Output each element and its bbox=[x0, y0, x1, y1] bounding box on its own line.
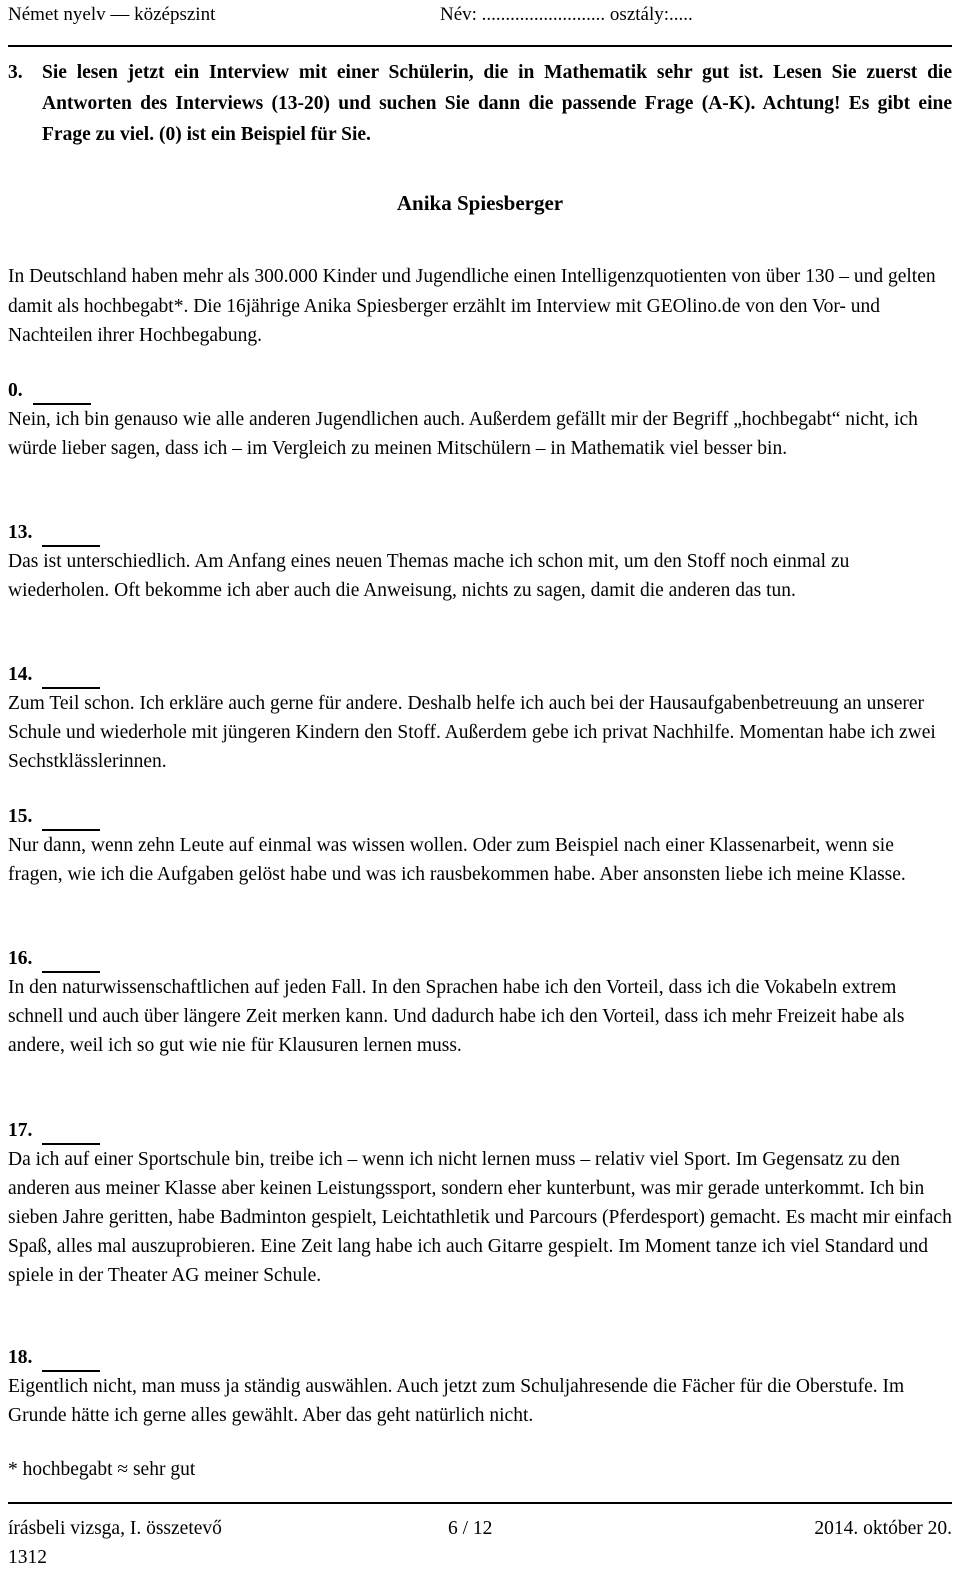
answer-text: Zum Teil schon. Ich erkläre auch gerne für andere. Deshalb helfe ich auch bei der Hausaufgabenbetreuung an unserer Schule und wiederhole mit jüngeren Kindern den Stoff. Außerdem gebe ich privat Nachhilfe. Momentan habe ich zwei Sechstklässlerinnen. bbox=[8, 693, 936, 772]
answer-text: Nur dann, wenn zehn Leute auf einmal was wissen wollen. Oder zum Beispiel nach einer Klassenarbeit, wenn sie fragen, wie ich die Aufgaben gelöst habe und was ich rausbekommen habe. Aber ansonsten liebe ich meine Klasse. bbox=[8, 835, 906, 885]
answer-text: Das ist unterschiedlich. Am Anfang eines neuen Themas mache ich schon mit, um den Stoff noch einmal zu wiederholen. Oft bekomme ich aber auch die Anweisung, nichts zu sagen, damit die anderen das tun. bbox=[8, 551, 850, 601]
page-header bbox=[8, 0, 952, 30]
answer-item-17 bbox=[8, 1116, 952, 1290]
answer-text: In den naturwissenschaftlichen auf jeden Fall. In den Sprachen habe ich den Vorteil, dass ich die Vokabeln extrem schnell und auch über längere Zeit merken kann. Und dadurch habe ich den Vorteil, dass ich mehr Freizeit habe als andere, weil ich so gut wie nie für Klausuren lernen muss. bbox=[8, 977, 905, 1056]
answer-blank[interactable] bbox=[33, 383, 91, 405]
article-intro: In Deutschland haben mehr als 300.000 Kinder und Jugendliche einen Intelligenzquotienten von über 130 – und gelten damit als hochbegabt*. Die 16jährige Anika Spiesberger erzählt im Interview mit GEOlino.de von den Vor- und Nachteilen ihrer Hochbegabung. bbox=[8, 266, 936, 346]
answer-item-15 bbox=[8, 802, 952, 889]
answer-blank[interactable] bbox=[42, 809, 100, 831]
footnote: * hochbegabt ≈ sehr gut bbox=[8, 1459, 196, 1480]
answer-text: Da ich auf einer Sportschule bin, treibe ich – wenn ich nicht lernen muss – relativ viel Sport. Im Gegensatz zu den anderen aus meiner Klasse aber keinen Leistungssport, sondern eher kunterbunt, was mir gerade unterkommt. Ich bin sieben Jahre geritten, habe Badminton gespielt, Leichtathletik und Parcours (Pferdesport) gemacht. Es macht mir einfach Spaß, alles mal auszuprobieren. Eine Zeit lang habe ich auch Gitarre gespielt. Im Moment tanze ich viel Standard und spiele in der Theater AG meiner Schule. bbox=[8, 1149, 952, 1286]
task-number: 3. bbox=[8, 62, 23, 83]
answer-number: 0. bbox=[8, 380, 23, 401]
answer-item-16 bbox=[8, 944, 952, 1060]
answer-text: Nein, ich bin genauso wie alle anderen Jugendlichen auch. Außerdem gefällt mir der Begriff „hochbegabt“ nicht, ich würde lieber sagen, dass ich – im Vergleich zu meinen Mitschülern – in Mathematik viel besser bin. bbox=[8, 409, 918, 459]
answer-blank[interactable] bbox=[42, 667, 100, 689]
answer-number: 17. bbox=[8, 1120, 33, 1141]
header-name-field: Név: .......................... osztály:..... bbox=[440, 4, 693, 25]
answer-number: 18. bbox=[8, 1347, 33, 1368]
task-instruction-text: Sie lesen jetzt ein Interview mit einer Schülerin, die in Mathematik sehr gut ist. Lesen Sie zuerst die Antworten des Interviews (13-20) und suchen Sie dann die passende Frage (A-K). Achtung! Es gibt eine Frage zu viel. (0) ist ein Beispiel für Sie. bbox=[42, 62, 952, 145]
answer-blank[interactable] bbox=[42, 1350, 100, 1372]
answer-item-14 bbox=[8, 660, 952, 776]
answer-text: Eigentlich nicht, man muss ja ständig auswählen. Auch jetzt zum Schuljahresende die Fächer für die Oberstufe. Im Grunde hätte ich gerne alles gewählt. Aber das geht natürlich nicht. bbox=[8, 1376, 905, 1426]
answer-blank[interactable] bbox=[42, 951, 100, 973]
answer-item-13 bbox=[8, 518, 952, 605]
answer-number: 16. bbox=[8, 948, 33, 969]
answer-item-0 bbox=[8, 376, 952, 463]
header-rule bbox=[8, 45, 952, 47]
footer-code: 1312 bbox=[8, 1547, 47, 1568]
footer-date: 2014. október 20. bbox=[814, 1518, 952, 1539]
answer-item-18 bbox=[8, 1343, 952, 1430]
task-instruction bbox=[8, 57, 952, 150]
footer-page-number: 6 / 12 bbox=[448, 1518, 493, 1539]
answer-number: 13. bbox=[8, 522, 33, 543]
exam-page bbox=[8, 0, 952, 1591]
footer-exam: írásbeli vizsga, I. összetevő bbox=[8, 1518, 222, 1539]
article-title: Anika Spiesberger bbox=[396, 191, 564, 215]
answer-blank[interactable] bbox=[42, 525, 100, 547]
footer-rule bbox=[8, 1502, 952, 1504]
answer-number: 15. bbox=[8, 806, 33, 827]
answer-blank[interactable] bbox=[42, 1123, 100, 1145]
answer-number: 14. bbox=[8, 664, 33, 685]
header-subject: Német nyelv — középszint bbox=[8, 4, 216, 25]
